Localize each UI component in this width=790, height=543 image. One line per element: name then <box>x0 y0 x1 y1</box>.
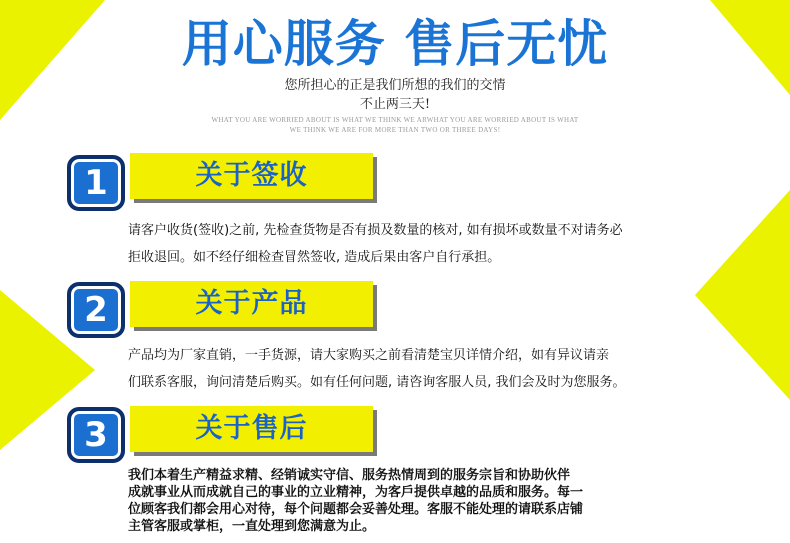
english-subtitle-line-2: WE THINK WE ARE FOR MORE THAN TWO OR THREE DAYS! <box>289 126 501 134</box>
section-3-line-1: 我们本着生产精益求精、经销诚实守信、服务热情周到的服务宗旨和协助伙伴 <box>128 468 571 483</box>
section-2-title: 关于产品 <box>130 281 373 327</box>
section-3-line-4: 主管客服或掌柜，一直处理到您满意为止。 <box>128 519 376 534</box>
section-1-title: 关于签收 <box>130 153 373 199</box>
section-3-title: 关于售后 <box>130 406 373 452</box>
section-3-line-2: 成就事业从而成就自己的事业的立业精神，为客戶提供卓越的品质和服务。每一 <box>128 485 584 500</box>
section-2-line-1: 产品均为厂家直销，一手货源，请大家购买之前看清楚宝贝详情介绍，如有异议请亲 <box>128 348 610 363</box>
section-3-text <box>128 467 708 535</box>
section-2-number-badge: 2 <box>67 282 125 338</box>
subtitle-line-2: 不止两三天! <box>359 97 431 112</box>
section-1-line-2: 拒收退回。如不经仔细检查冒然签收, 造成后果由客户自行承担。 <box>128 250 501 265</box>
section-2-line-2: 们联系客服，询问清楚后购买。如有任何问题, 请咨询客服人员, 我们会及时为您服务。 <box>128 375 626 390</box>
subtitle-line-1: 您所担心的正是我们所想的我们的交情 <box>284 78 506 93</box>
section-1-text <box>128 217 708 271</box>
section-1-line-1: 请客户收货(签收)之前, 先检查货物是否有损及数量的核对, 如有损坏或数量不对请务必 <box>128 223 623 238</box>
side-decoration-right <box>695 190 790 400</box>
section-1-number-badge: 1 <box>67 155 125 211</box>
english-subtitle-line-1: WHAT YOU ARE WORRIED ABOUT IS WHAT WE THINK WE ARWHAT YOU ARE WORRIED ABOUT IS WHAT <box>211 116 579 124</box>
section-3-number-badge: 3 <box>67 407 125 463</box>
section-3-line-3: 位顾客我们都会用心对待，每个问题都会妥善处理。客服不能处理的请联系店铺 <box>128 502 584 517</box>
page-title: 用心服务 售后无忧 <box>181 15 609 73</box>
section-2-text <box>128 342 708 396</box>
